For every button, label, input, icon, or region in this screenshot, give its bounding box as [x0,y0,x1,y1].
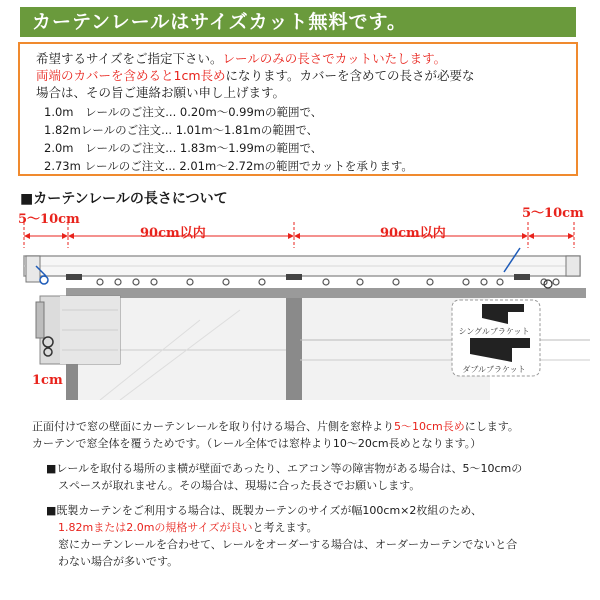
bullet-line [46,519,576,536]
left-margin-label: 5〜10cm [18,212,80,227]
bullet-obstacles [46,460,576,494]
bullet-line: 窓にカーテンレールを合わせて、レールをオーダーする場合は、オーダーカーテンでないと合 [58,538,518,551]
body-paragraph [32,418,572,452]
right-span-label: 90cm以内 [380,226,446,241]
bullet-text: と考えます。 [252,521,318,534]
left-span-label: 90cm以内 [140,226,206,241]
bullet-ready-made [46,502,576,570]
bullet-line: ■既製カーテンをご利用する場合は、既製カーテンのサイズが幅100cm×2枚組のため、 [46,504,482,517]
bullet-line: わない場合が多いです。 [58,555,179,568]
size-notice-box [18,42,578,176]
cap-size-label: 1cm [32,373,63,388]
bracket-inset [452,300,540,376]
bullet-line: スペースが取れません。その場合は、現場に合った長さでお願いします。 [58,479,421,492]
notice-text: になります。カバーを含めての長さが必要な [225,68,475,83]
size-list-item: 2.73m レールのご注文... 2.01m〜2.72mの範囲でカットを承ります。 [44,159,413,173]
rail-diagram [0,200,600,400]
notice-highlight: 両端のカバーを含めると1cm長め [36,68,226,83]
body-highlight: 5〜10cm長め [393,420,465,433]
size-list-item: 1.82mレールのご注文... 1.01m〜1.81mの範囲で、 [44,123,319,137]
bullet-line: ■レールを取付る場所のま横が壁面であったり、エアコン等の障害物がある場合は、5〜10cmの [46,462,523,475]
size-list-item: 2.0m レールのご注文... 1.83m〜1.99mの範囲で、 [44,141,323,155]
notice-line-2 [36,67,576,84]
size-list-item: 1.0m レールのご注文... 0.20m〜0.99mの範囲で、 [44,105,323,119]
right-margin-label: 5〜10cm [522,206,584,221]
body-line-2: カーテンで窓全体を覆うためです。（レール全体では窓枠より10〜20cm長めとなります。） [32,437,482,450]
body-text: にします。 [464,420,519,433]
notice-line-3: 場合は、その旨ご連絡お願い申し上げます。 [36,85,286,100]
section-title: ■カーテンレールの長さについて [20,191,228,207]
notice-text: 希望するサイズをご指定下さい。 [36,51,223,66]
body-text: 正面付けで窓の壁面にカーテンレールを取り付ける場合、片側を窓枠より [32,420,394,433]
double-bracket-label: ダブルブラケット [462,365,526,374]
body-line-1 [32,418,572,435]
runner-hooks [97,279,559,285]
left-bracket [36,296,120,364]
notice-line-1 [36,50,576,67]
page-banner: カーテンレールはサイズカット無料です。 [20,7,576,37]
single-bracket-label: シングルブラケット [458,327,530,336]
size-list [36,103,576,175]
bullet-highlight: 1.82mまたは2.0mの規格サイズが良い [58,521,253,534]
curtain-rail [24,256,580,280]
notice-highlight: レールのみの長さでカットいたします。 [222,51,447,66]
